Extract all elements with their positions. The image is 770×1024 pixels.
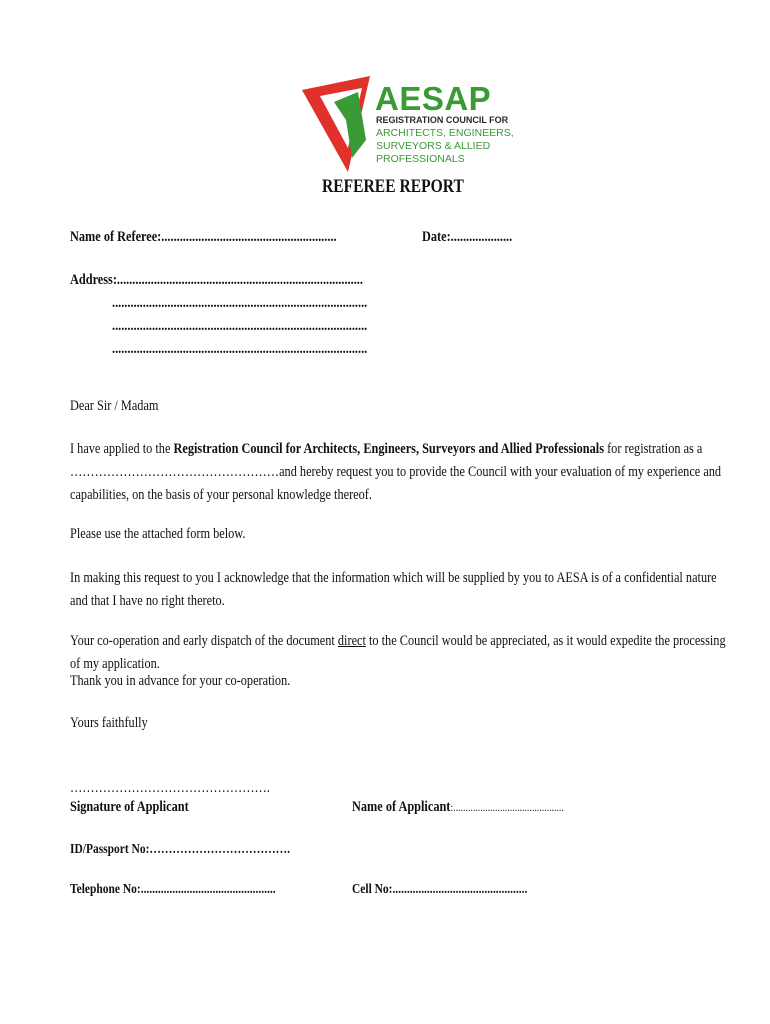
cell-field[interactable]: Cell No:............................................... xyxy=(352,882,528,897)
applicant-name-field[interactable]: Name of Applicant:............................................. xyxy=(352,799,564,815)
address-field-line2[interactable]: ................................................................................... xyxy=(112,295,368,311)
paragraph-cooperation: Your co-operation and early dispatch of the document direct to the Council would be appreciated, as it would expedite the processing of my application. xyxy=(70,633,726,672)
id-passport-field[interactable]: ID/Passport No:………………………………. xyxy=(70,842,291,857)
paragraph-confidential: In making this request to you I acknowledge that the information which will be supplied by you to AESA is of a confidential nature and that I have no right thereto. xyxy=(70,570,717,609)
address-field-line3[interactable]: ................................................................................... xyxy=(112,318,368,334)
page-title: REFEREE REPORT xyxy=(322,176,464,197)
paragraph-attached-form: Please use the attached form below. xyxy=(70,526,246,542)
salutation: Dear Sir / Madam xyxy=(70,398,159,414)
signature-label: Signature of Applicant xyxy=(70,799,189,815)
signature-line[interactable]: …………………………………………. xyxy=(70,780,270,796)
logo-subtitle-line1: REGISTRATION COUNCIL FOR xyxy=(376,115,509,125)
logo-subtitle-line4: PROFESSIONALS xyxy=(376,153,465,165)
logo-subtitle-line3: SURVEYORS & ALLIED xyxy=(376,140,491,152)
closing: Yours faithfully xyxy=(70,715,148,731)
logo-subtitle-line2: ARCHITECTS, ENGINEERS, xyxy=(376,127,514,139)
date-field[interactable]: Date:.................... xyxy=(422,229,513,245)
paragraph-thanks: Thank you in advance for your co-operation. xyxy=(70,673,291,689)
referee-name-field[interactable]: Name of Referee:......................................................... xyxy=(70,229,337,245)
paragraph-application: I have applied to the Registration Council for Architects, Engineers, Surveyors and Allied Professionals for registration as a ……………………………………………and hereby request you to provide the Council with your evaluation of my experience and capabilities, on the basis of your personal knowledge thereof. xyxy=(70,441,722,503)
address-field-line1[interactable]: Address:................................................................................ xyxy=(70,272,363,288)
logo-title: AESAP xyxy=(375,80,492,117)
telephone-field[interactable]: Telephone No:............................................... xyxy=(70,882,276,897)
address-field-line4[interactable]: ................................................................................... xyxy=(112,341,368,357)
